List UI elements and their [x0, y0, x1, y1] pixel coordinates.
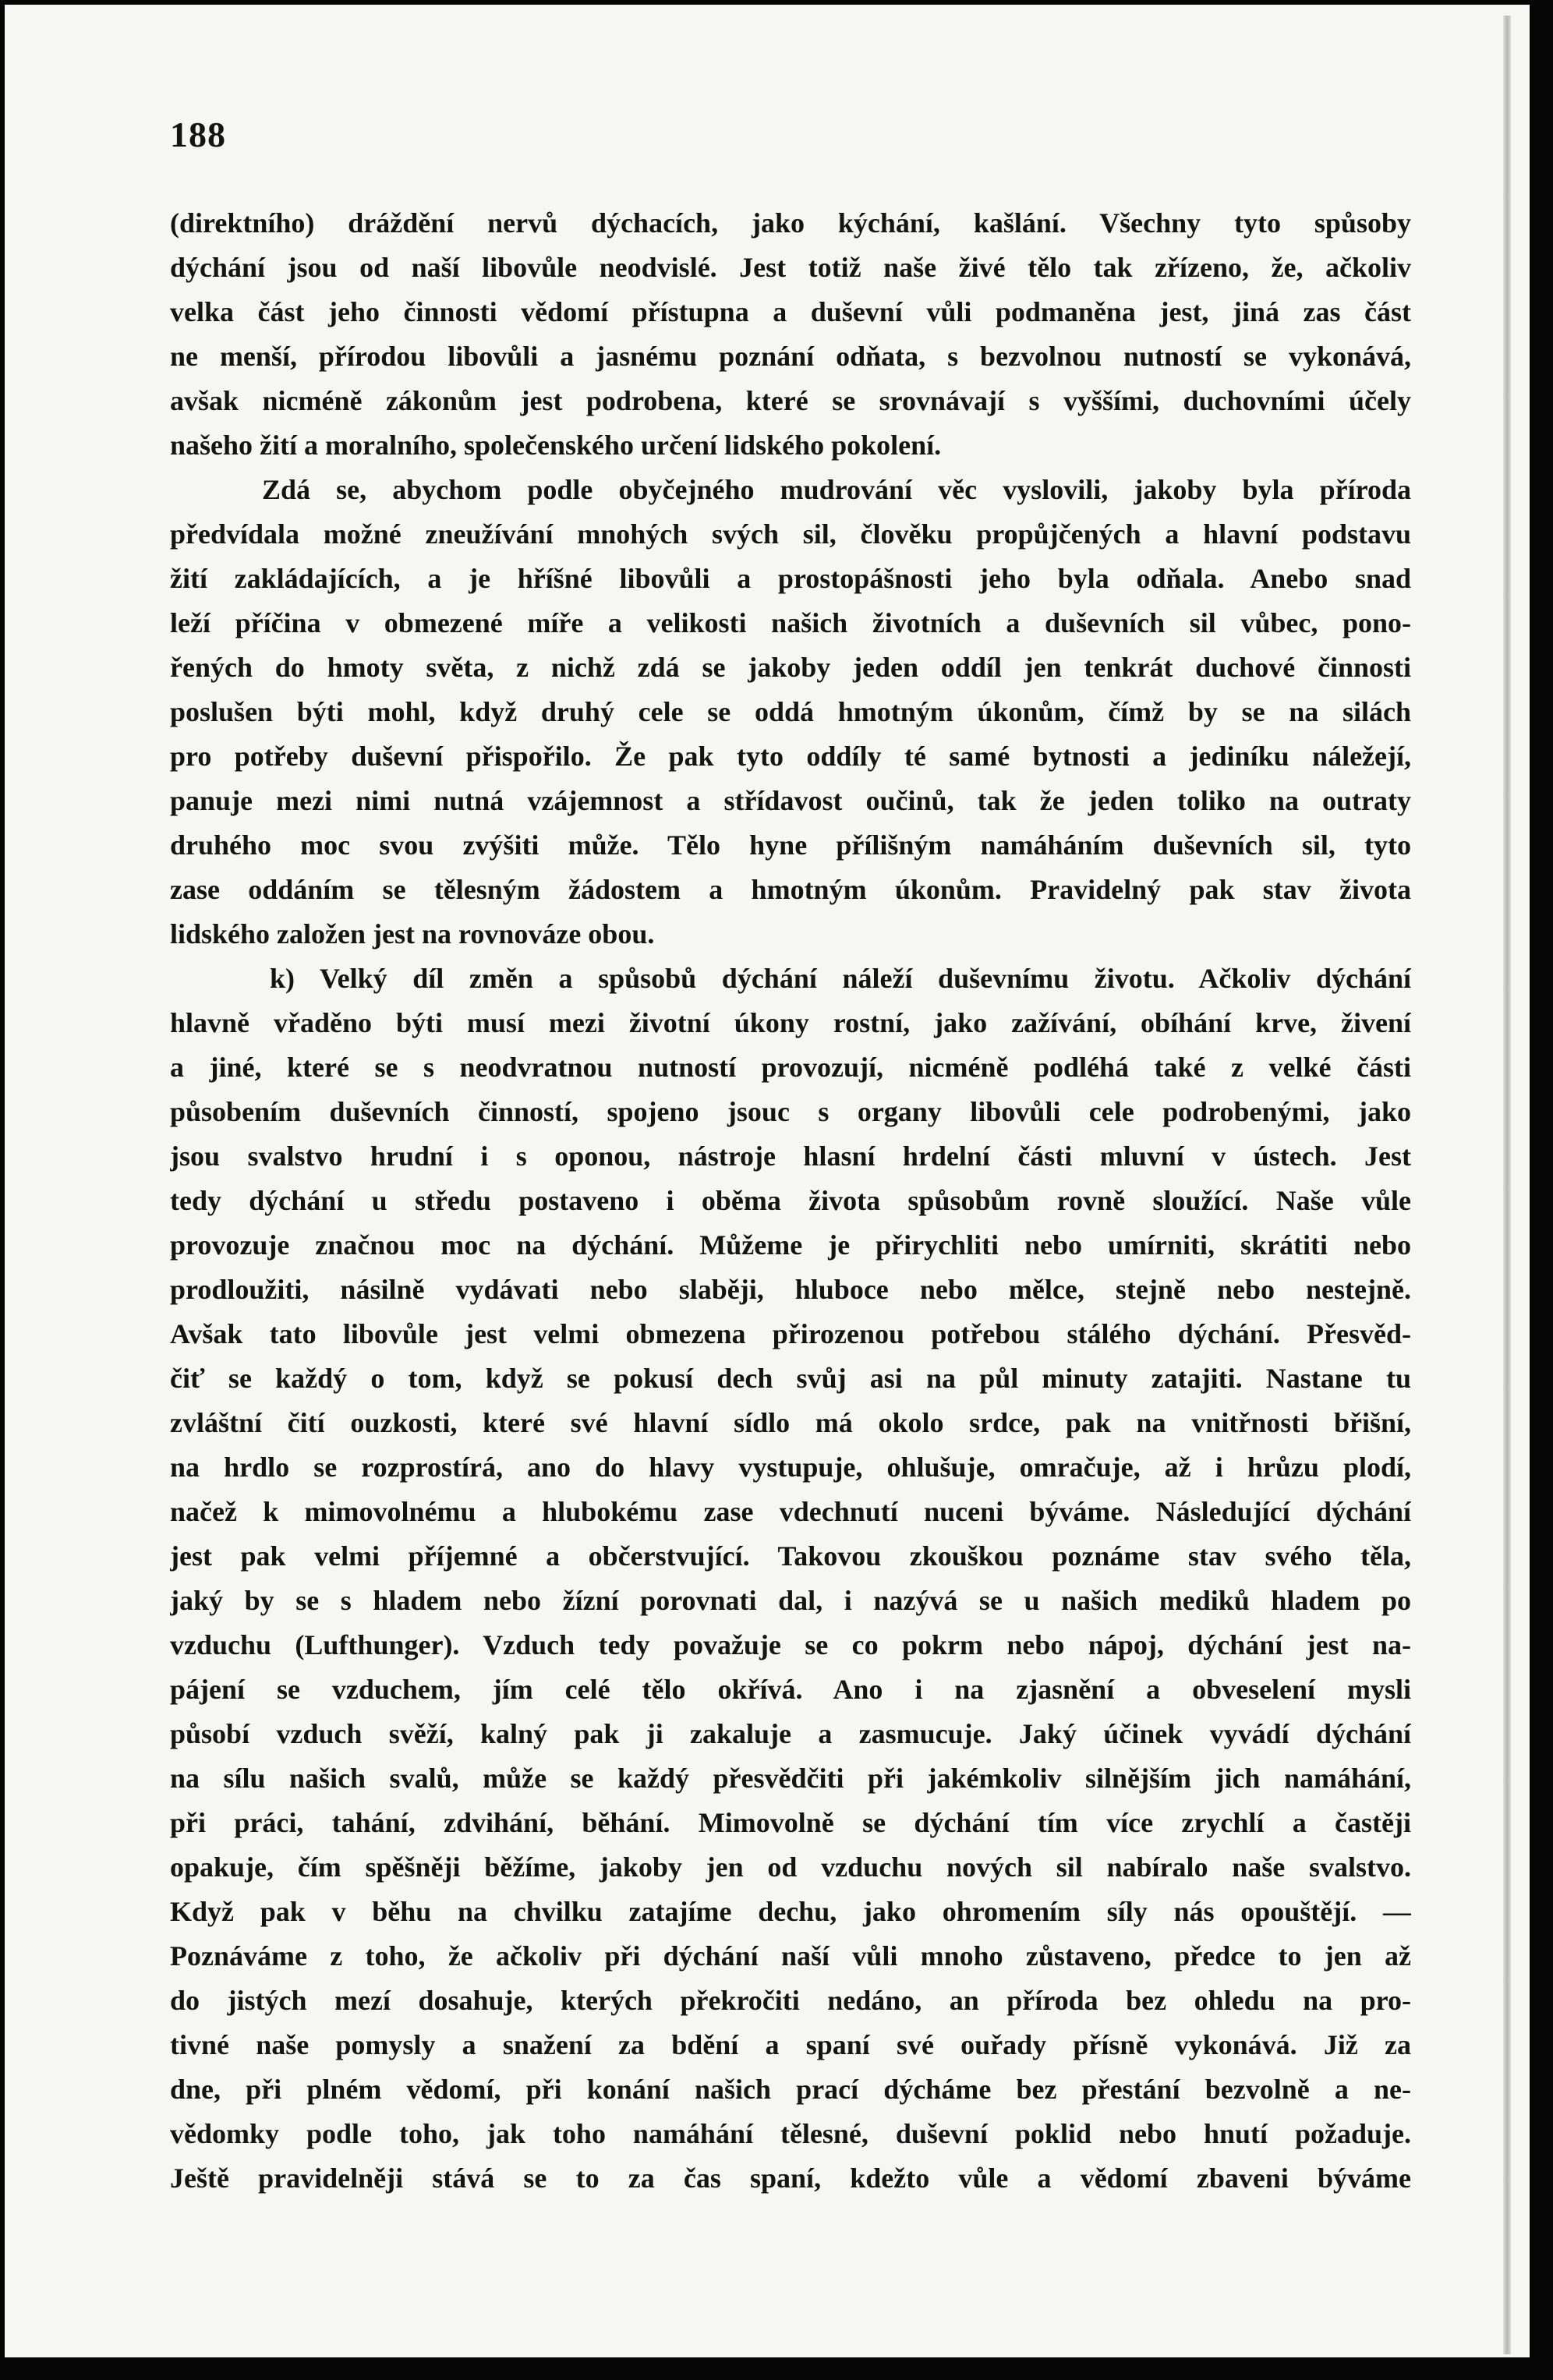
text-line: dne, při plném vědomí, při konání našich prací dýcháme bez přestání bezvolně a ne- [170, 2074, 1411, 2105]
text-line: lidského založen jest na rovnováze obou. [170, 918, 655, 950]
text-line: vzduchu (Lufthunger). Vzduch tedy považuje se co pokrm nebo nápoj, dýchání jest na- [170, 1629, 1411, 1660]
text-line: do jistých mezí dosahuje, kterých překročiti nedáno, an příroda bez ohledu na pro- [170, 1985, 1411, 2016]
text-line: opakuje, čím spěšněji běžíme, jakoby jen od vzduchu nových sil nabíralo naše svalstvo. [170, 1851, 1411, 1883]
text-line: čiť se každý o tom, když se pokusí dech svůj asi na půl minuty zatajiti. Nastane tu [170, 1363, 1411, 1394]
text-line: jaký by se s hladem nebo žízní porovnati dal, i nazývá se u našich mediků hladem po [170, 1585, 1411, 1616]
text-line: načež k mimovolnému a hlubokému zase vdechnutí nuceni býváme. Následující dýchání [170, 1496, 1411, 1527]
text-line: Když pak v běhu na chvilku zatajíme dechu, jako ohromením síly nás opouštějí. — [170, 1896, 1411, 1927]
body-text [170, 201, 1411, 2201]
text-line: velka část jeho činnosti vědomí přístupna a duševní vůli podmaněna jest, jiná zas část [170, 296, 1411, 327]
page-gutter-shadow [1503, 16, 1511, 2354]
scan-border-bottom [0, 2357, 1553, 2380]
text-line: prodloužiti, násilně vydávati nebo slaběji, hluboce nebo mělce, stejně nebo nestejně. [170, 1274, 1411, 1305]
text-line: při práci, tahání, zdvihání, běhání. Mimovolně se dýchání tím více zrychlí a častěji [170, 1807, 1411, 1838]
text-line: a jiné, které se s neodvratnou nutností provozují, nicméně podléhá také z velké části [170, 1052, 1411, 1083]
text-line: předvídala možné zneužívání mnohých svých sil, člověku propůjčených a hlavní podstavu [170, 518, 1411, 550]
text-line: zvláštní čití ouzkosti, které své hlavní sídlo má okolo srdce, pak na vnitřnosti břišní, [170, 1407, 1411, 1438]
page-number: 188 [170, 115, 226, 154]
text-line: pájení se vzduchem, jím celé tělo okřívá. Ano i na zjasnění a obveselení mysli [170, 1674, 1411, 1705]
text-line: tivné naše pomysly a snažení za bdění a spaní své ouřady přísně vykonává. Již za [170, 2029, 1411, 2060]
text-line: našeho žití a moralního, společenského určení lidského pokolení. [170, 430, 942, 461]
text-line: pro potřeby duševní přispořilo. Že pak tyto oddíly té samé bytnosti a jediníku náležejí, [170, 741, 1411, 772]
text-line: na hrdlo se rozprostírá, ano do hlavy vystupuje, ohlušuje, omračuje, až i hrůzu plodí, [170, 1452, 1411, 1483]
text-line: vědomky podle toho, jak toho namáhání tělesné, duševní poklid nebo hnutí požaduje. [170, 2118, 1411, 2149]
scan-border-top [0, 0, 1553, 5]
text-line: jest pak velmi příjemné a občerstvující. Takovou zkouškou poznáme stav svého těla, [170, 1540, 1411, 1572]
text-line: ne menší, přírodou libovůli a jasnému poznání odňata, s bezvolnou nutností se vykonává, [170, 341, 1411, 372]
text-line: avšak nicméně zákonům jest podrobena, které se srovnávají s vyššími, duchovními účely [170, 385, 1411, 416]
section-k-start-line: k) Velký díl změn a spůsobů dýchání náleží duševnímu životu. Ačkoliv dýchání [270, 963, 1411, 994]
paragraph-start-line: Zdá se, abychom podle obyčejného mudrování věc vyslovili, jakoby byla příroda [262, 474, 1411, 505]
scan-border-left [0, 0, 5, 2380]
text-line: druhého moc svou zvýšiti může. Tělo hyne přílišným namáháním duševních sil, tyto [170, 829, 1411, 861]
text-line: poslušen býti mohl, když druhý cele se oddá hmotným úkonům, čímž by se na silách [170, 696, 1411, 727]
text-line: (direktního) dráždění nervů dýchacích, jako kýchání, kašlání. Všechny tyto spůsoby [170, 207, 1411, 239]
text-line: žití zakládajících, a je hříšné libovůli a prostopášnosti jeho byla odňala. Anebo snad [170, 563, 1411, 594]
text-line: Avšak tato libovůle jest velmi obmezena přirozenou potřebou stálého dýchání. Přesvěd- [170, 1318, 1411, 1349]
text-line: působením duševních činností, spojeno jsouc s organy libovůli cele podrobenými, jako [170, 1096, 1411, 1127]
text-line: řených do hmoty světa, z nichž zdá se jakoby jeden oddíl jen tenkrát duchové činnosti [170, 652, 1411, 683]
text-line: jsou svalstvo hrudní i s oponou, nástroje hlasní hrdelní části mluvní v ústech. Jest [170, 1140, 1411, 1172]
text-line: dýchání jsou od naší libovůle neodvislé. Jest totiž naše živé tělo tak zřízeno, že, ačkoliv [170, 252, 1411, 283]
text-line: Poznáváme z toho, že ačkoliv při dýchání naší vůli mnoho zůstaveno, předce to jen až [170, 1940, 1411, 1972]
text-line: zase oddáním se tělesným žádostem a hmotným úkonům. Pravidelný pak stav života [170, 874, 1411, 905]
text-line: hlavně vřaděno býti musí mezi životní úkony rostní, jako zažívání, obíhání krve, živení [170, 1007, 1411, 1038]
text-line: na sílu našich svalů, může se každý přesvědčiti při jakémkoliv silnějším jich namáhání, [170, 1763, 1411, 1794]
scan-border-right [1530, 0, 1553, 2380]
text-line: panuje mezi nimi nutná vzájemnost a střídavost oučinů, tak že jeden toliko na outraty [170, 785, 1411, 816]
text-line: tedy dýchání u středu postaveno i oběma života spůsobům rovně sloužící. Naše vůle [170, 1185, 1411, 1216]
text-line: provozuje značnou moc na dýchání. Můžeme je přirychliti nebo umírniti, skrátiti nebo [170, 1229, 1411, 1261]
text-line: působí vzduch svěží, kalný pak ji zakaluje a zasmucuje. Jaký účinek vyvádí dýchání [170, 1718, 1411, 1749]
text-line: Ještě pravidelněji stává se to za čas spaní, kdežto vůle a vědomí zbaveni býváme [170, 2163, 1411, 2194]
text-line: leží příčina v obmezené míře a velikosti našich životních a duševních sil vůbec, pono- [170, 607, 1411, 638]
